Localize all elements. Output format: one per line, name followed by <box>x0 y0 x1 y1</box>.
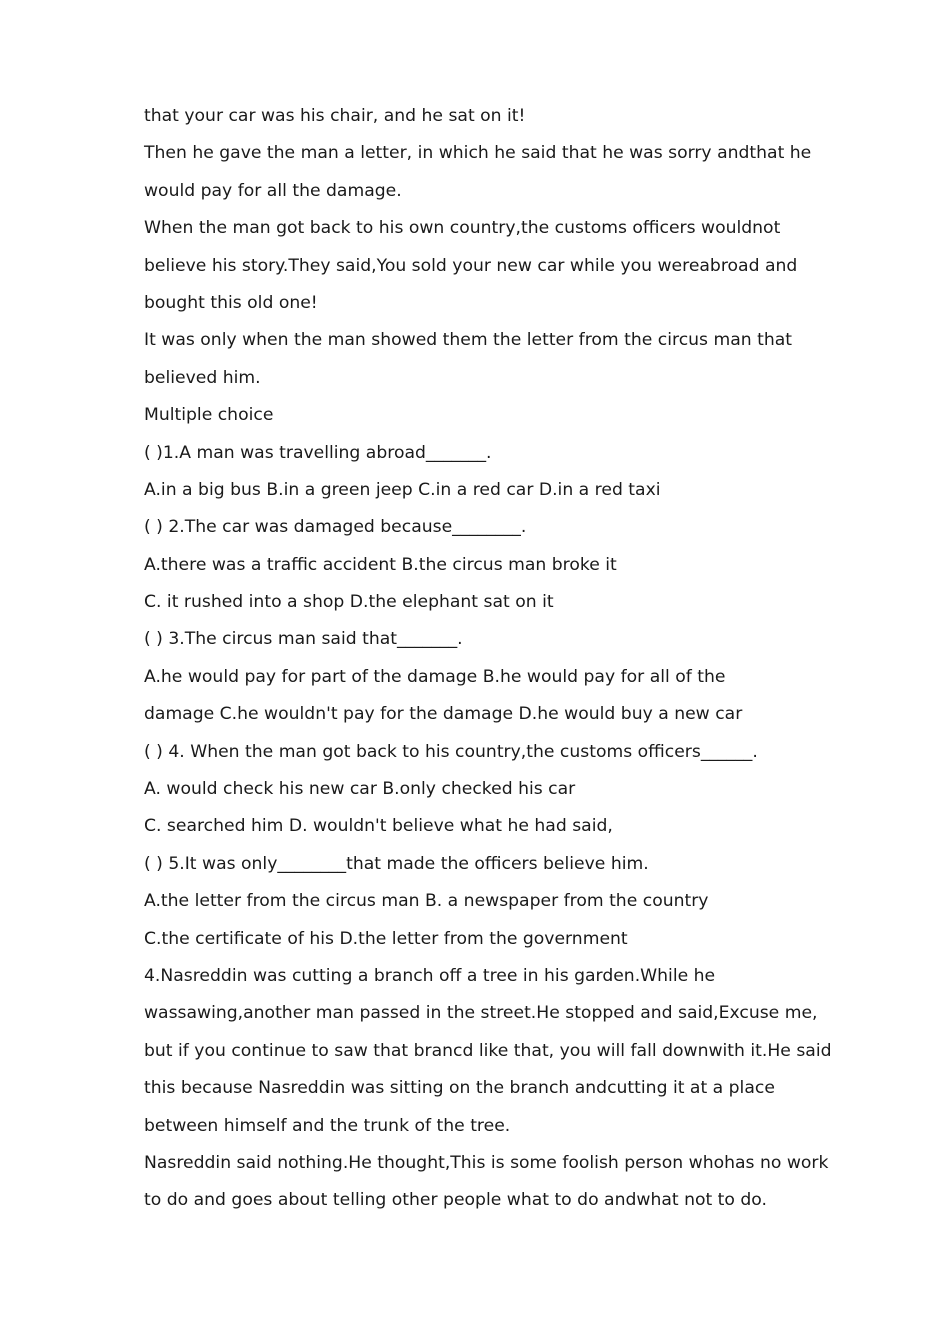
question-2-options: A.there was a traffic accident B.the circus man broke it <box>144 554 617 575</box>
text-line: wassawing,another man passed in the street.He stopped and said,Excuse me, <box>144 1003 818 1024</box>
question-3-options: damage C.he wouldn't pay for the damage D.he would buy a new car <box>144 704 743 725</box>
question-4-options: A. would check his new car B.only checked his car <box>144 779 576 800</box>
question-5-options: A.the letter from the circus man B. a newspaper from the country <box>144 891 709 912</box>
document-body <box>144 98 844 1220</box>
question-2-options: C. it rushed into a shop D.the elephant sat on it <box>144 592 554 613</box>
text-line: would pay for all the damage. <box>144 180 402 201</box>
question-2: ( ) 2.The car was damaged because________. <box>144 517 527 538</box>
text-line: believe his story.They said,You sold your new car while you wereabroad and <box>144 255 798 276</box>
text-line: this because Nasreddin was sitting on the branch andcutting it at a place <box>144 1078 775 1099</box>
text-line: believed him. <box>144 367 261 388</box>
question-3-options: A.he would pay for part of the damage B.he would pay for all of the <box>144 666 726 687</box>
text-line: Nasreddin said nothing.He thought,This is some foolish person whohas no work <box>144 1152 829 1173</box>
text-line: bought this old one! <box>144 292 318 313</box>
question-4: ( ) 4. When the man got back to his country,the customs officers______. <box>144 741 758 762</box>
text-line: to do and goes about telling other people what to do andwhat not to do. <box>144 1190 767 1211</box>
question-1-options: A.in a big bus B.in a green jeep C.in a red car D.in a red taxi <box>144 479 661 500</box>
text-line: that your car was his chair, and he sat on it! <box>144 106 526 126</box>
text-line: It was only when the man showed them the letter from the circus man that <box>144 330 793 351</box>
section-heading: Multiple choice <box>144 405 274 426</box>
text-line: When the man got back to his own country,the customs officers wouldnot <box>144 218 781 239</box>
question-5: ( ) 5.It was only________that made the officers believe him. <box>144 853 649 874</box>
question-1: ( )1.A man was travelling abroad_______. <box>144 442 492 463</box>
text-line: 4.Nasreddin was cutting a branch off a tree in his garden.While he <box>144 965 716 986</box>
question-5-options: C.the certificate of his D.the letter from the government <box>144 928 628 949</box>
text-line: Then he gave the man a letter, in which he said that he was sorry andthat he <box>144 143 812 164</box>
text-line: between himself and the trunk of the tree. <box>144 1115 511 1136</box>
text-line: but if you continue to saw that brancd like that, you will fall downwith it.He said <box>144 1040 832 1061</box>
question-4-options: C. searched him D. wouldn't believe what he had said, <box>144 816 613 837</box>
question-3: ( ) 3.The circus man said that_______. <box>144 629 463 650</box>
